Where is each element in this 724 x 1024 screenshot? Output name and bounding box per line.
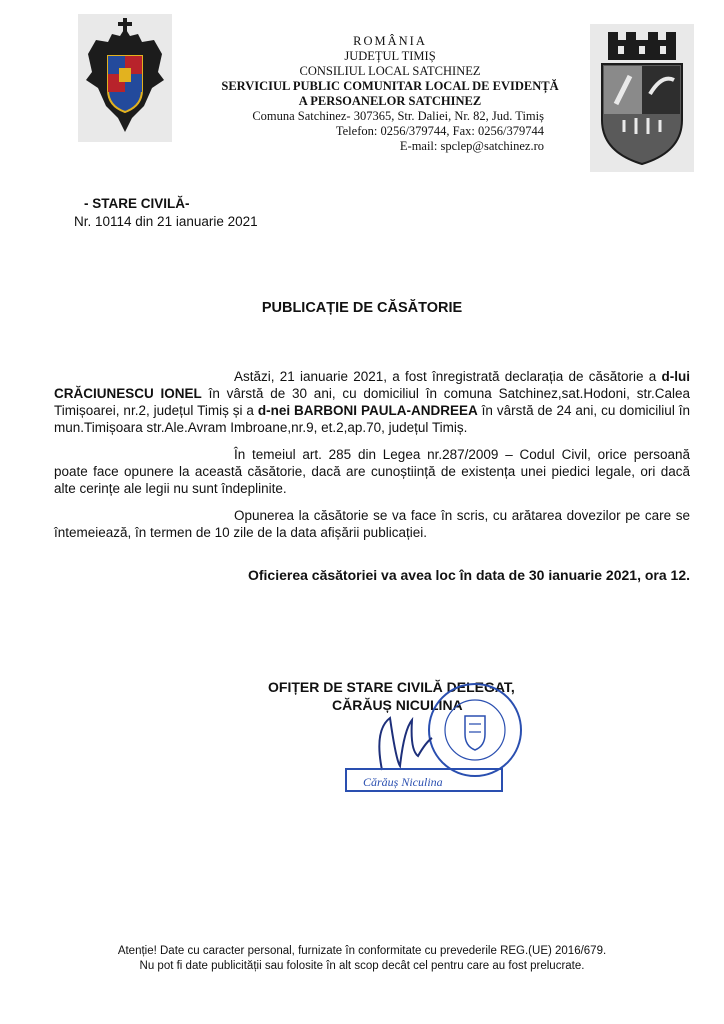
declaration-text-a: Astăzi, 21 ianuarie 2021, a fost înregistrată declarația de căsătorie a: [234, 369, 662, 384]
data-protection-notice: [0, 944, 724, 974]
phone-fax: Telefon: 0256/379744, Fax: 0256/379744: [335, 124, 544, 138]
email: E-mail: spclep@satchinez.ro: [399, 139, 544, 153]
declaration-text-b: în vârstă de 30 ani, cu domiciliul în comuna Satchinez,sat.Hodoni, str.Calea Timișoarei, nr.2, județul Timiș și a: [54, 386, 690, 418]
name-stamp: Cărăuș Niculina: [345, 768, 503, 792]
service-name-line2: A PERSOANELOR SATCHINEZ: [298, 94, 482, 108]
satchinez-coat-of-arms-icon: [590, 24, 694, 172]
institution-header: [200, 34, 580, 154]
document-title: PUBLICAȚIE DE CĂSĂTORIE: [261, 300, 463, 316]
groom-name: d-lui CRĂCIUNESCU IONEL: [54, 369, 690, 401]
address: Comuna Satchinez- 307365, Str. Daliei, Nr. 82, Jud. Timiș: [252, 109, 544, 123]
department-label: - STARE CIVILĂ-: [84, 196, 190, 211]
notice-line1: Atenție! Date cu caracter personal, furnizate în conformitate cu prevederile REG.(UE) 2016/679.: [117, 945, 607, 957]
bride-name: d-nei BARBONI PAULA-ANDREEA: [257, 403, 478, 418]
country-name: ROMÂNIA: [353, 34, 427, 48]
official-stamp-icon: [425, 680, 525, 780]
document-reference: [74, 195, 258, 231]
paragraph-legal-basis: În temeiul art. 285 din Legea nr.287/2009 – Codul Civil, orice persoană poate face opunere la această căsătorie, dacă are cunoștiință de existența unei piedici legale, ori dacă alte cerințe ale legii nu sunt îndeplinite.: [54, 447, 690, 496]
document-body: [54, 368, 690, 551]
service-name-line1: SERVICIUL PUBLIC COMUNITAR LOCAL DE EVIDENȚĂ: [221, 79, 559, 93]
declaration-text-c: în vârstă de 24 ani, cu domiciliul în mun.Timișoara str.Ale.Avram Imbroane,nr.9, et.2,ap.70, județul Timiș.: [54, 403, 690, 435]
county-name: JUDEȚUL TIMIȘ: [344, 49, 436, 63]
paragraph-declaration: [54, 368, 690, 436]
registration-number: Nr. 10114 din 21 ianuarie 2021: [74, 214, 258, 229]
romania-coat-of-arms-icon: [78, 14, 172, 142]
council-name: CONSILIUL LOCAL SATCHINEZ: [299, 64, 481, 78]
officer-title: OFIȚER DE STARE CIVILĂ DELEGAT,: [268, 679, 515, 695]
ceremony-date: Oficierea căsătoriei va avea loc în data de 30 ianuarie 2021, ora 12.: [247, 567, 690, 583]
contact-block: [200, 109, 580, 154]
officer-name: CĂRĂUȘ NICULINA: [332, 697, 463, 713]
paragraph-opposition: Opunerea la căsătorie se va face în scris, cu arătarea dovezilor pe care se întemeiează, în termen de 10 zile de la data afișării publicației.: [54, 508, 690, 540]
notice-line2: Nu pot fi date publicității sau folosite în alt scop decât cel pentru care au fost prelucrate.: [139, 960, 585, 972]
